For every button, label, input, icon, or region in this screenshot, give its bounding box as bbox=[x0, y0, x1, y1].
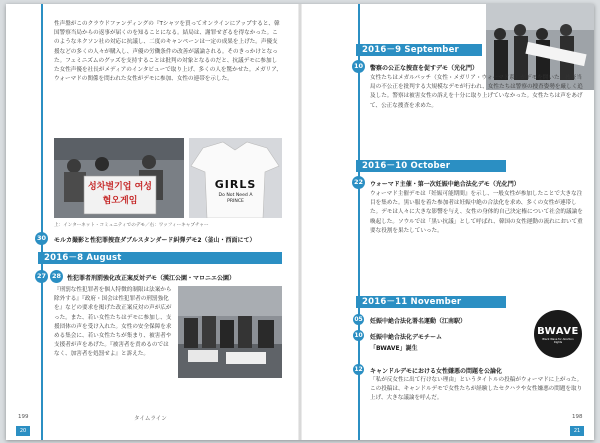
timeline-line-left bbox=[41, 4, 43, 440]
left-page-tab: 20 bbox=[16, 426, 30, 436]
left-page-number: 199 bbox=[18, 414, 29, 420]
event-10b-marker: 10 bbox=[354, 332, 363, 339]
event-12-title: キャンドルデモにおける女性嫌悪の問題を公論化 bbox=[370, 368, 503, 375]
event-05-marker: 05 bbox=[354, 316, 363, 323]
event-10-title: 警察の公正な捜査を促すデモ（光化門） bbox=[370, 65, 479, 72]
running-head: タイムライン bbox=[134, 416, 167, 422]
event-22-title: ウォーマド主催・第一次妊娠中絶合法化デモ（光化門） bbox=[370, 181, 520, 188]
year-band-september: 2016－9 September bbox=[356, 44, 482, 56]
event-28-marker: 28 bbox=[50, 270, 63, 283]
bwave-logo bbox=[534, 310, 582, 358]
bwave-logo-subtext: Black Wave for Abortion Rights bbox=[542, 338, 574, 344]
right-page-number: 198 bbox=[572, 414, 583, 420]
intro-paragraph: 性声盤がこのクラウドファンディングの『Tシャツを買ってオンラインにアップすると、韓国警察当局からの返事が届くのを知ることになる。結局は、謝罪せざるを得なかった。このようなネクソン社の対応に抗議し、二度のキャンペーンは一定の成果を上げた。声優支援などの多くの人々が購入し、声優の労働条件の改善が議論される。そのきっかけとなった。フェミニズムのグッズを支持することは批判の対象となるのだと、抗議デモに参加した女性声優を社長がメディアのインタビューで取り上げ、多くの人を驚かせた。メガリア、ウォーマドの関係を問われた女性がデモに参加、女性の連帯を示した。 bbox=[54, 21, 282, 83]
year-band-october: 2016－10 October bbox=[356, 160, 506, 172]
right-page-tab: 21 bbox=[570, 426, 584, 436]
protest-photo-2 bbox=[178, 286, 282, 378]
event-10-body: 女性たちはメガルパッチ（女性・メガリア・ウォーマド系）がデモを開いた。捜査当局の不公正を批判する大規模なデモが行われ、女性たちは警察の捜査姿勢を厳しく追及した。警察は被害女性の訴えを十分に取り上げていなかった。女性たちは声をあげて、公正な捜査を求めた。 bbox=[370, 75, 583, 109]
event-12-body: 「私が反女性に出て行けない理由」というタイトルの投稿がウォーマドに上がった。この投稿は、キャンドルデモで女性たちが経験したセクハラや女性嫌悪の問題を取り上げ、大きな議論を呼んだ。 bbox=[370, 377, 583, 402]
photo1-sign-text: 성차별기업 여성혐오게임 bbox=[88, 182, 152, 206]
event-10b-subtitle: 「BWAVE」誕生 bbox=[370, 345, 418, 352]
book-spread bbox=[6, 4, 594, 440]
protest-photo-2-image bbox=[178, 286, 282, 378]
event-12-marker: 12 bbox=[354, 366, 363, 373]
protest-photo-1 bbox=[54, 138, 184, 218]
event-10-marker: 10 bbox=[352, 60, 365, 73]
event-10b-title: 妊娠中絶合法化デモチーム bbox=[370, 334, 443, 341]
event-22-body: ウォーマド主催デモは『妊娠可能期間』を示し、一般女性が参加したことで大きな注目を集めた。黒い服を着た参加者は妊娠中絶の合法化を求め、多くの女性が連帯した。デモは人々に大きな影響を与え、女性の身体的自己決定権について社会的議論を喚起した。ソウルでは「黒い抗議」として呼ばれ、韓国の女性運動の流れにおいて重要な役割を果たしていった。 bbox=[370, 191, 583, 234]
tshirt-text-sub: Do Not Need A PRINCE bbox=[218, 193, 253, 204]
tshirt-photo bbox=[189, 138, 282, 218]
year-band-august: 2016－8 August bbox=[38, 252, 282, 264]
event-22-marker: 22 bbox=[352, 176, 365, 189]
tshirt-text-main: GIRLS bbox=[214, 178, 257, 191]
event-28-body: 『刑罰な性犯罪者を個人特徴的制限は法案から除外する』『政府・国会は性犯罪者の刑罰強化を』などの要求を掲げた改正案反対の声が広がった。また、若い女性たちはデモに参加し、支援団体の声を受け入れた。女性の安全保障を求める集会に、若い女性たちが集まり、被害者や支援者が声をあげた。『被害者を責めるのではなく、加害者を処罰せよ』と訴えた。 bbox=[54, 287, 172, 358]
event-30-title: モルカ撮影と性犯罪捜査ダブルスタンダード糾弾デモ2（釜山・西面にて） bbox=[54, 237, 256, 244]
year-band-november: 2016－11 November bbox=[356, 296, 506, 308]
event-30-marker: 30 bbox=[35, 232, 48, 245]
photo-caption: 上：インターネット・コミュニティでのデモ／右：ワッフィーキャプチャー bbox=[54, 223, 209, 228]
event-27-marker: 27 bbox=[35, 270, 48, 283]
right-page bbox=[300, 4, 594, 440]
left-page bbox=[6, 4, 300, 440]
bwave-logo-text: BWAVE bbox=[537, 326, 579, 337]
event-28-title: 性犯罪者刑罰強化改正案反対デモ（漢江公園・マロニエ公園） bbox=[67, 275, 236, 282]
event-05-title: 妊娠中絶合法化署名運動（江南駅） bbox=[370, 318, 467, 325]
